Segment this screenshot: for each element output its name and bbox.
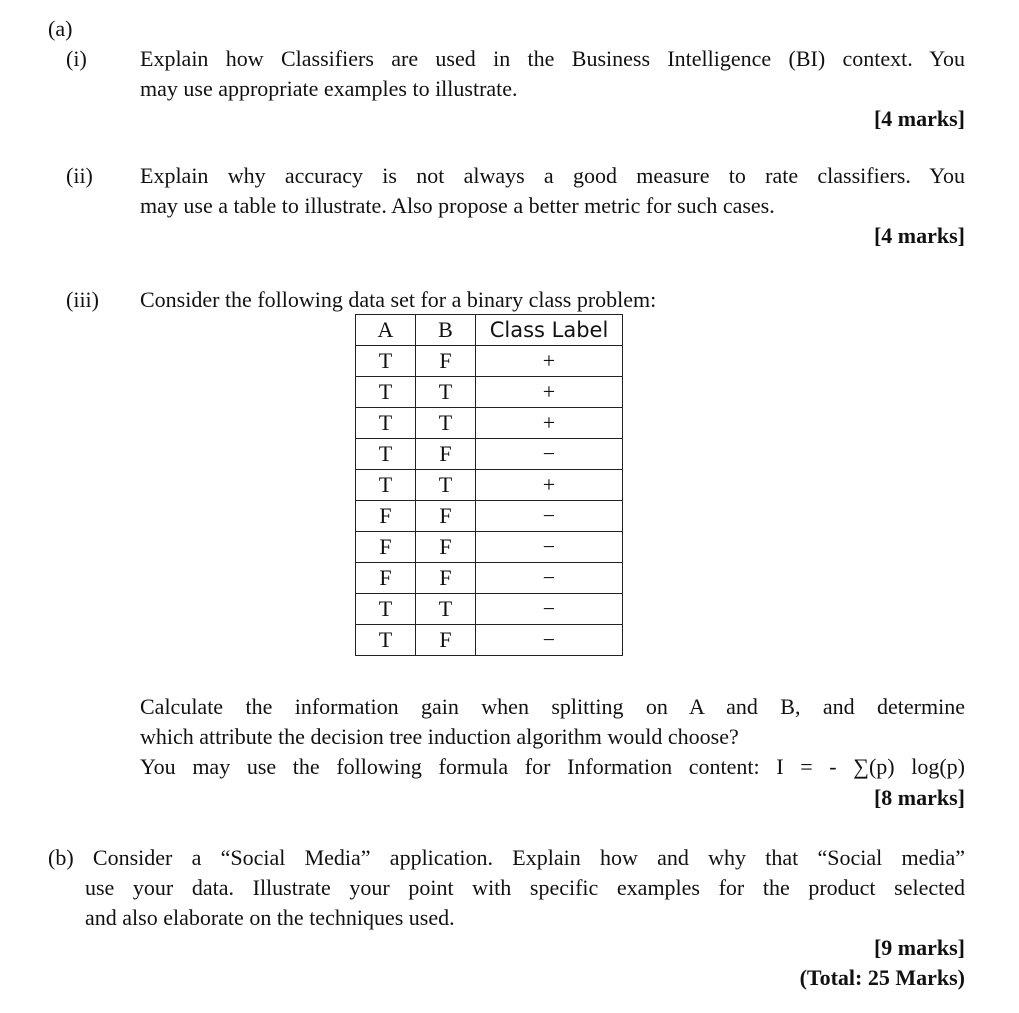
table-cell-class-label: − — [476, 563, 623, 594]
total-marks: (Total: 25 Marks) — [799, 965, 965, 990]
table-cell-b: T — [416, 594, 476, 625]
table-cell-class-label: + — [476, 346, 623, 377]
table-cell-a: T — [356, 470, 416, 501]
table-cell-class-label: + — [476, 377, 623, 408]
table-header-row — [356, 315, 623, 346]
question-iii-line-1: Calculate the information gain when splitting on A and B, and determine — [140, 694, 965, 719]
table-cell-a: T — [356, 594, 416, 625]
table-cell-a: T — [356, 625, 416, 656]
question-iii-marks: [8 marks] — [873, 785, 965, 810]
question-iii-line-3: You may use the following formula for Information content: I = - ∑(p) log(p) — [140, 754, 965, 779]
table-header-a: A — [356, 315, 416, 346]
question-i-line-1: Explain how Classifiers are used in the Business Intelligence (BI) context. You — [140, 46, 965, 71]
part-a-label: (a) — [48, 16, 73, 41]
question-i-marks: [4 marks] — [873, 106, 965, 131]
table-cell-a: T — [356, 408, 416, 439]
table-header-b: B — [416, 315, 476, 346]
table-cell-a: T — [356, 439, 416, 470]
question-i-number: (i) — [66, 46, 87, 71]
table-cell-b: F — [416, 501, 476, 532]
table-row — [356, 470, 623, 501]
table-cell-class-label: + — [476, 408, 623, 439]
part-b-marks: [9 marks] — [873, 935, 965, 960]
table-cell-b: T — [416, 470, 476, 501]
table-cell-b: T — [416, 377, 476, 408]
question-ii-line-2: may use a table to illustrate. Also propose a better metric for such cases. — [140, 193, 775, 218]
table-cell-b: F — [416, 346, 476, 377]
question-ii-number: (ii) — [66, 163, 93, 188]
table-cell-a: T — [356, 346, 416, 377]
table-cell-class-label: − — [476, 625, 623, 656]
question-iii-number: (iii) — [66, 287, 99, 312]
table-cell-class-label: + — [476, 470, 623, 501]
table-row — [356, 532, 623, 563]
question-i-line-2: may use appropriate examples to illustrate. — [140, 76, 518, 101]
table-body — [356, 346, 623, 656]
part-b-line-3: and also elaborate on the techniques used. — [85, 905, 455, 930]
part-b-line-1: (b) Consider a “Social Media” application. Explain how and why that “Social media” — [48, 845, 965, 870]
table-row — [356, 563, 623, 594]
table-row — [356, 346, 623, 377]
question-ii-marks: [4 marks] — [873, 223, 965, 248]
table-cell-class-label: − — [476, 594, 623, 625]
table-row — [356, 439, 623, 470]
table-cell-b: F — [416, 625, 476, 656]
table-cell-class-label: − — [476, 501, 623, 532]
question-ii-line-1: Explain why accuracy is not always a good measure to rate classifiers. You — [140, 163, 965, 188]
table-row — [356, 501, 623, 532]
table-cell-b: F — [416, 563, 476, 594]
question-iii-line-2: which attribute the decision tree induction algorithm would choose? — [140, 724, 739, 749]
table-cell-b: F — [416, 439, 476, 470]
table-row — [356, 625, 623, 656]
table-row — [356, 377, 623, 408]
table-cell-a: T — [356, 377, 416, 408]
table-cell-a: F — [356, 563, 416, 594]
table-header-class-label: Class Label — [476, 315, 623, 346]
table-cell-class-label: − — [476, 532, 623, 563]
table-cell-b: F — [416, 532, 476, 563]
binary-class-data-table — [355, 314, 623, 656]
table-cell-a: F — [356, 501, 416, 532]
part-b-line-2: use your data. Illustrate your point with specific examples for the product selected — [85, 875, 965, 900]
table-cell-b: T — [416, 408, 476, 439]
table-row — [356, 408, 623, 439]
table-cell-a: F — [356, 532, 416, 563]
question-iii-intro: Consider the following data set for a binary class problem: — [140, 287, 657, 312]
table-row — [356, 594, 623, 625]
table-cell-class-label: − — [476, 439, 623, 470]
